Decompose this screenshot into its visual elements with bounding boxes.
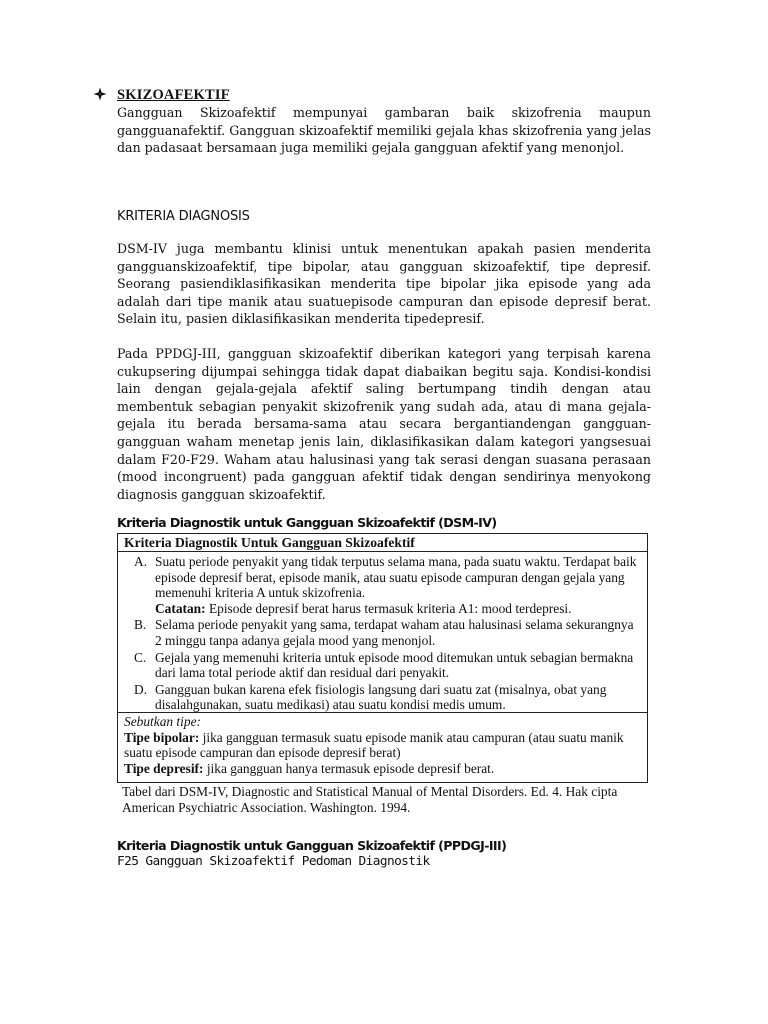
type-bipolar-label: Tipe bipolar: <box>124 729 200 745</box>
types-section <box>118 713 647 776</box>
criterion-text: Gangguan bukan karena efek fisiologis langsung dari suatu zat (misalnya, obat yang disalahgunakan, suatu medikasi) atau suatu kondisi medis umum. <box>155 681 607 713</box>
type-depresif <box>124 761 641 777</box>
section-title: SKIZOAFEKTIF <box>117 87 230 103</box>
criterion-letter: A. <box>134 554 148 569</box>
ppdgj-paragraph: Pada PPDGJ-III, gangguan skizoafektif diberikan kategori yang terpisah karena cukupsering dijumpai sehingga tidak dapat diabaikan begitu saja. Kondisi-kondisi lain dengan gejala-gejala afektif saling bertumpang tindih dengan atau membentuk sebagian penyakit skizofrenik yang sudah ada, atau di mana gejala-gejala itu berada bersama-sama atau secara bergantiandengan gangguan-gangguan waham menetap jenis lain, diklasifikasikan dalam kategori yangsesuai dalam F20-F29. Waham atau halusinasi yang tak serasi dengan suasana perasaan (mood incongruent) pada gangguan afektif tidak dengan sendirinya menyokong diagnosis gangguan skizoafektif. <box>117 346 651 502</box>
table-caption: Tabel dari DSM-IV, Diagnostic and Statistical Manual of Mental Disorders. Ed. 4. Hak cipta American Psychiatric Association. Washington. 1994. <box>122 784 618 815</box>
intro-paragraph: Gangguan Skizoafektif mempunyai gambaran baik skizofrenia maupun gangguanafektif. Gangguan skizoafektif memiliki gejala khas skizofrenia yang jelas dan padasaat bersamaan juga memiliki gejala gangguan afektif yang menonjol. <box>117 105 651 156</box>
criterion-letter: B. <box>134 617 147 633</box>
criteria-heading: KRITERIA DIAGNOSIS <box>117 209 250 224</box>
note-text: Episode depresif berat harus termasuk kriteria A1: mood terdepresi. <box>205 600 572 616</box>
criterion-letter: C. <box>134 649 147 665</box>
criterion-text: Suatu periode penyakit yang tidak terputus selama mana, pada suatu waktu. Terdapat baik episode depresif berat, episode manik, atau suatu episode campuran dengan gejala yang memenuhi kriteria A untuk skizofrenia. <box>155 554 637 601</box>
criteria-list <box>118 552 647 713</box>
type-bipolar <box>124 730 641 761</box>
type-depresif-text: jika gangguan hanya termasuk episode depresif berat. <box>203 760 495 776</box>
type-depresif-label: Tipe depresif: <box>124 760 204 776</box>
criterion-text: Gejala yang memenuhi kriteria untuk episode mood ditemukan untuk sebagian bermakna dari lama total periode aktif dan residual dari penyakit. <box>155 649 634 681</box>
table-header: Kriteria Diagnostik Untuk Gangguan Skizoafektif <box>118 534 647 552</box>
diamond-bullet-icon <box>93 87 107 101</box>
dsm-paragraph: DSM-IV juga membantu klinisi untuk menentukan apakah pasien menderita gangguanskizoafektif, tipe bipolar, atau gangguan skizoafektif, tipe depresif. Seorang pasiendiklasifikasikan menderita tipe bipolar jika episode yang ada adalah dari tipe manik atau suatuepisode campuran dan episode depresif berat. Selain itu, pasien diklasifikasikan menderita tipedepresif. <box>117 241 651 327</box>
criterion-c <box>124 650 641 681</box>
ppdgj-subtitle: F25 Gangguan Skizoafektif Pedoman Diagnostik <box>117 854 430 869</box>
criterion-d <box>124 682 641 713</box>
criterion-letter: D. <box>134 681 148 697</box>
dsm-table-title: Kriteria Diagnostik untuk Gangguan Skizoafektif (DSM-IV) <box>117 515 497 530</box>
dsm-criteria-table <box>117 533 648 783</box>
type-bipolar-text: jika gangguan termasuk suatu episode manik atau campuran (atau suatu manik suatu episode campuran dan episode depresif berat) <box>124 729 624 761</box>
note-label: Catatan: <box>155 600 206 616</box>
criterion-b <box>124 617 641 648</box>
criterion-text: Selama periode penyakit yang sama, terdapat waham atau halusinasi selama sekurangnya 2 minggu tanpa adanya gejala mood yang menonjol. <box>155 617 634 648</box>
ppdgj-table-title: Kriteria Diagnostik untuk Gangguan Skizoafektif (PPDGJ-III) <box>117 838 507 853</box>
criterion-a <box>124 554 641 616</box>
types-label: Sebutkan tipe: <box>124 714 201 729</box>
